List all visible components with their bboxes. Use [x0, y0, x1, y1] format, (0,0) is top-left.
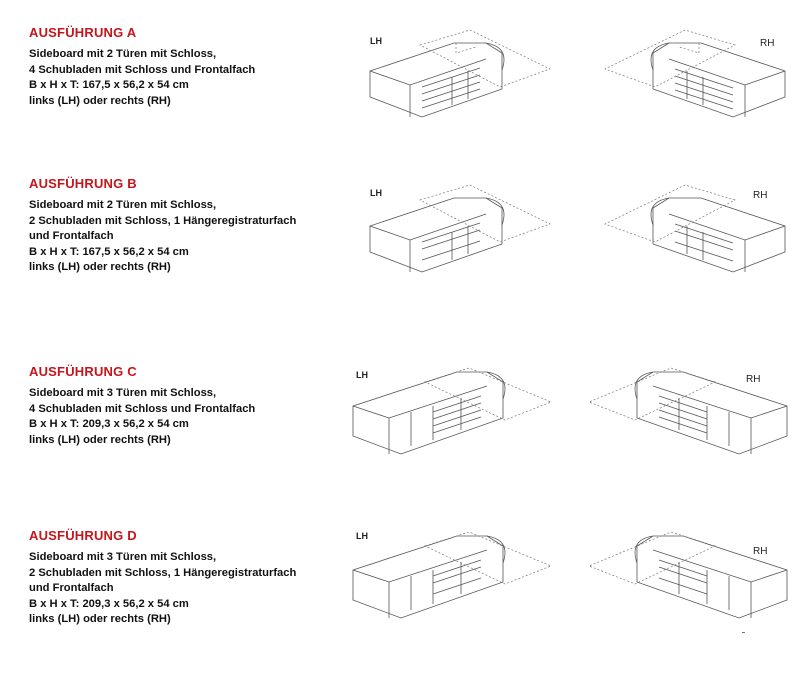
rh-label: RH — [753, 546, 768, 557]
variant-desc-line: und Frontalfach — [29, 582, 114, 594]
variant-desc-line: 4 Schubladen mit Schloss und Frontalfach — [29, 402, 256, 415]
variant-d-text — [29, 528, 349, 628]
variant-title: AUSFÜHRUNG A — [29, 25, 137, 40]
variant-desc-line: 2 Schubladen mit Schloss, 1 Hängeregistraturfach — [29, 214, 297, 227]
sideboard-rh-drawing — [585, 180, 795, 290]
lh-label: LH — [356, 531, 368, 541]
variant-b-text — [29, 176, 349, 276]
variant-title: AUSFÜHRUNG C — [29, 364, 137, 379]
rh-label: RH — [746, 374, 761, 385]
variant-title: AUSFÜHRUNG D — [29, 528, 137, 543]
variant-desc-line: und Frontalfach — [29, 230, 114, 242]
variant-desc-line: B x H x T: 167,5 x 56,2 x 54 cm — [29, 79, 189, 91]
rh-label: RH — [753, 190, 768, 201]
variant-desc-line: 4 Schubladen mit Schloss und Frontalfach — [29, 63, 256, 76]
variant-desc-line: B x H x T: 209,3 x 56,2 x 54 cm — [29, 418, 189, 430]
variant-desc-line: Sideboard mit 2 Türen mit Schloss, — [29, 199, 217, 211]
variant-desc-line: B x H x T: 209,3 x 56,2 x 54 cm — [29, 597, 189, 610]
sideboard-rh-drawing — [575, 520, 795, 630]
variant-desc-line: links (LH) oder rechts (RH) — [29, 261, 171, 273]
variant-desc-line: B x H x T: 167,5 x 56,2 x 54 cm — [29, 245, 189, 258]
variant-desc-line: Sideboard mit 3 Türen mit Schloss, — [29, 551, 217, 563]
rh-label: RH — [760, 38, 775, 49]
variant-title: AUSFÜHRUNG B — [29, 176, 137, 191]
sideboard-rh-drawing — [575, 356, 795, 466]
variant-desc-line: Sideboard mit 2 Türen mit Schloss, — [29, 48, 217, 60]
lh-label: LH — [370, 36, 382, 46]
variant-desc-line: Sideboard mit 3 Türen mit Schloss, — [29, 387, 217, 399]
sideboard-rh-drawing — [585, 25, 795, 135]
variant-desc-line: links (LH) oder rechts (RH) — [29, 433, 171, 446]
footer-mark — [742, 632, 745, 633]
lh-label: LH — [370, 188, 382, 198]
variant-c-text — [29, 364, 349, 448]
variant-desc-line: links (LH) oder rechts (RH) — [29, 613, 171, 625]
sideboard-lh-drawing — [360, 25, 570, 135]
variant-desc-line: links (LH) oder rechts (RH) — [29, 94, 171, 107]
variant-c — [0, 364, 800, 524]
variant-a-text — [29, 25, 349, 109]
sideboard-lh-drawing — [345, 356, 565, 466]
lh-label: LH — [356, 370, 368, 380]
variant-a — [0, 25, 800, 185]
variant-d — [0, 528, 800, 688]
sideboard-lh-drawing — [345, 520, 565, 630]
variant-desc-line: 2 Schubladen mit Schloss, 1 Hängeregistraturfach — [29, 566, 297, 579]
variant-b — [0, 176, 800, 336]
sideboard-lh-drawing — [360, 180, 570, 290]
